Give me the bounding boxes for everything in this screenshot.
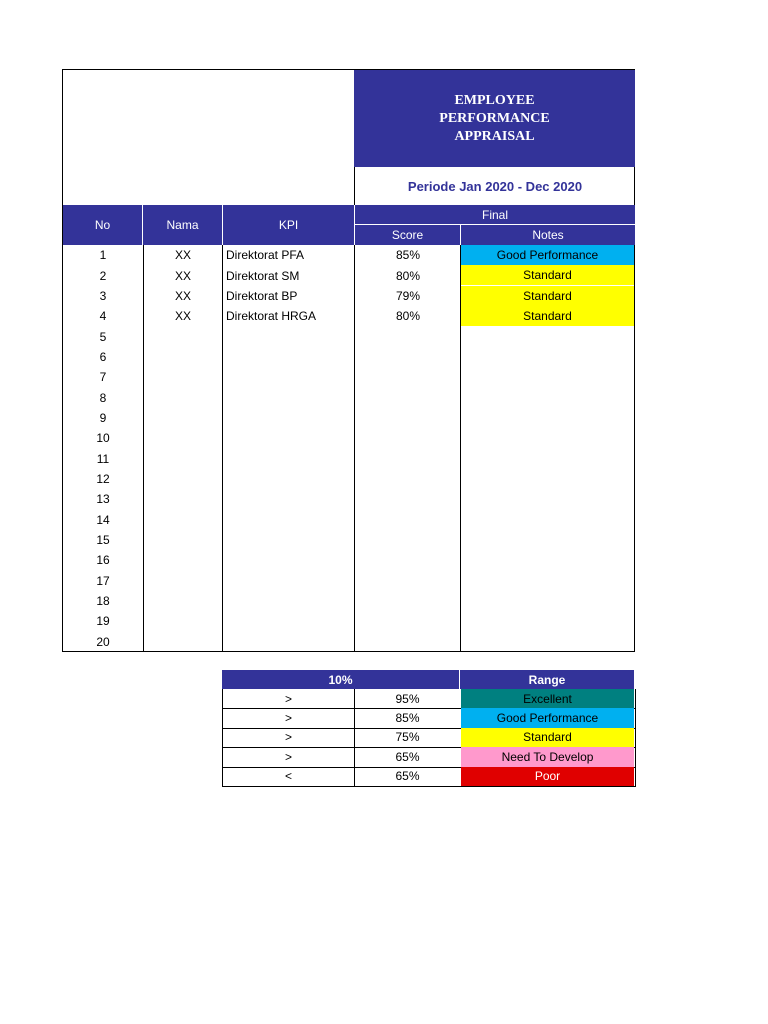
header-score: Score — [355, 225, 461, 245]
row-score — [355, 387, 461, 407]
row-notes — [461, 530, 634, 550]
row-score — [355, 611, 461, 631]
table-row — [63, 591, 635, 611]
table-row — [63, 286, 635, 306]
table-row — [63, 245, 635, 265]
row-notes — [461, 611, 634, 631]
row-kpi: Direktorat PFA — [226, 248, 305, 263]
table-row — [63, 367, 635, 387]
table-row — [63, 530, 635, 550]
row-nama: XX — [174, 268, 191, 283]
row-score — [355, 530, 461, 550]
row-kpi — [223, 449, 358, 469]
row-nama: XX — [174, 309, 191, 324]
row-nama — [143, 347, 223, 367]
row-no: 20 — [96, 634, 110, 649]
legend-label: Excellent — [461, 689, 634, 708]
row-no: 11 — [96, 451, 110, 466]
table-row — [63, 449, 635, 469]
legend-threshold: 95% — [354, 689, 462, 708]
legend-label: Need To Develop — [461, 747, 634, 766]
legend-threshold: 65% — [354, 747, 462, 766]
row-kpi — [223, 591, 358, 611]
row-nama — [143, 387, 223, 407]
legend-label: Standard — [461, 728, 634, 747]
legend-table — [222, 670, 634, 788]
row-nama — [143, 449, 223, 469]
row-score — [355, 571, 461, 591]
table-row — [63, 347, 635, 367]
table-row — [63, 611, 635, 631]
table-body — [63, 245, 635, 652]
row-no: 9 — [99, 410, 107, 425]
row-score: 80% — [395, 268, 421, 283]
header-final: Final — [355, 205, 635, 225]
row-score — [355, 367, 461, 387]
legend-header-range: Range — [528, 672, 566, 687]
row-no: 15 — [96, 533, 110, 548]
page-title: EMPLOYEE PERFORMANCE APPRAISAL — [439, 92, 550, 144]
row-no: 8 — [99, 390, 107, 405]
row-kpi — [223, 550, 358, 570]
row-notes — [461, 571, 634, 591]
row-notes — [461, 510, 634, 530]
legend-label: Poor — [461, 767, 634, 786]
row-score — [355, 408, 461, 428]
row-notes — [461, 428, 634, 448]
header-nama: Nama — [143, 205, 223, 245]
row-no: 1 — [99, 248, 107, 263]
legend-header — [222, 670, 634, 689]
row-score — [355, 489, 461, 509]
table-row — [63, 265, 635, 285]
row-nama — [143, 632, 223, 652]
row-no: 18 — [96, 594, 110, 609]
row-nama — [143, 367, 223, 387]
table-row — [63, 326, 635, 346]
row-nama — [143, 611, 223, 631]
legend-row — [222, 767, 636, 787]
legend-operator: > — [223, 689, 355, 708]
row-notes — [461, 449, 634, 469]
legend-header-weight: 10% — [222, 670, 460, 689]
row-kpi — [223, 510, 358, 530]
row-no: 16 — [96, 553, 110, 568]
row-kpi — [223, 387, 358, 407]
legend-operator: > — [223, 747, 355, 766]
row-kpi: Direktorat HRGA — [226, 309, 317, 324]
row-nama — [143, 489, 223, 509]
row-score: 79% — [395, 288, 421, 303]
row-no: 3 — [99, 288, 107, 303]
appraisal-table — [62, 69, 635, 652]
legend-threshold: 65% — [354, 767, 462, 786]
row-kpi — [223, 367, 358, 387]
row-notes — [461, 591, 634, 611]
row-kpi — [223, 347, 358, 367]
legend-row — [222, 708, 636, 728]
row-score — [355, 550, 461, 570]
row-notes — [461, 326, 634, 346]
legend-operator: < — [223, 767, 355, 786]
row-nama — [143, 428, 223, 448]
row-nama: XX — [174, 288, 191, 303]
row-nama — [143, 510, 223, 530]
legend-label: Good Performance — [461, 708, 634, 727]
legend-operator: > — [223, 728, 355, 747]
row-nama — [143, 530, 223, 550]
table-row — [63, 306, 635, 326]
legend-row — [222, 728, 636, 748]
row-nama — [143, 469, 223, 489]
row-no: 6 — [99, 349, 107, 364]
row-no: 2 — [99, 268, 107, 283]
table-row — [63, 632, 635, 652]
table-row — [63, 550, 635, 570]
period-block — [354, 167, 635, 205]
row-nama — [143, 591, 223, 611]
row-nama — [143, 408, 223, 428]
row-kpi — [223, 530, 358, 550]
row-notes — [461, 387, 634, 407]
row-notes: Standard — [461, 306, 634, 326]
legend-row — [222, 747, 636, 767]
row-score — [355, 632, 461, 652]
row-no: 4 — [99, 309, 107, 324]
row-no: 14 — [96, 512, 110, 527]
row-kpi — [223, 632, 358, 652]
row-notes — [461, 469, 634, 489]
row-no: 19 — [96, 614, 110, 629]
row-notes — [461, 347, 634, 367]
legend-operator: > — [223, 708, 355, 727]
row-notes — [461, 632, 634, 652]
row-nama: XX — [174, 248, 191, 263]
title-block — [354, 70, 635, 167]
row-score — [355, 469, 461, 489]
row-kpi — [223, 408, 358, 428]
row-score — [355, 449, 461, 469]
row-score — [355, 347, 461, 367]
row-kpi — [223, 428, 358, 448]
row-no: 17 — [96, 573, 110, 588]
row-no: 13 — [96, 492, 110, 507]
row-score — [355, 591, 461, 611]
row-notes: Good Performance — [461, 245, 634, 265]
row-no: 12 — [96, 472, 110, 487]
table-row — [63, 387, 635, 407]
table-row — [63, 469, 635, 489]
period-label: Periode Jan 2020 - Dec 2020 — [407, 178, 583, 194]
header-kpi: KPI — [223, 205, 355, 245]
row-no: 7 — [99, 370, 107, 385]
legend-threshold: 75% — [354, 728, 462, 747]
row-score: 80% — [395, 309, 421, 324]
row-kpi — [223, 611, 358, 631]
header-no: No — [63, 205, 143, 245]
row-score: 85% — [395, 248, 421, 263]
row-kpi — [223, 326, 358, 346]
table-row — [63, 510, 635, 530]
row-kpi: Direktorat BP — [226, 288, 298, 303]
row-no: 5 — [99, 329, 107, 344]
row-notes — [461, 367, 634, 387]
row-nama — [143, 326, 223, 346]
header-notes: Notes — [532, 228, 564, 242]
table-row — [63, 489, 635, 509]
row-score — [355, 510, 461, 530]
table-row — [63, 408, 635, 428]
row-notes — [461, 489, 634, 509]
row-kpi — [223, 469, 358, 489]
table-header — [63, 205, 635, 245]
table-row — [63, 571, 635, 591]
row-kpi — [223, 489, 358, 509]
row-score — [355, 428, 461, 448]
row-score — [355, 326, 461, 346]
row-no: 10 — [96, 431, 110, 446]
row-notes: Standard — [461, 265, 634, 285]
row-nama — [143, 550, 223, 570]
row-notes — [461, 550, 634, 570]
row-kpi — [223, 571, 358, 591]
row-kpi: Direktorat SM — [226, 268, 300, 283]
legend-row — [222, 689, 636, 709]
row-nama — [143, 571, 223, 591]
table-row — [63, 428, 635, 448]
row-notes — [461, 408, 634, 428]
row-notes: Standard — [461, 286, 634, 306]
legend-threshold: 85% — [354, 708, 462, 727]
